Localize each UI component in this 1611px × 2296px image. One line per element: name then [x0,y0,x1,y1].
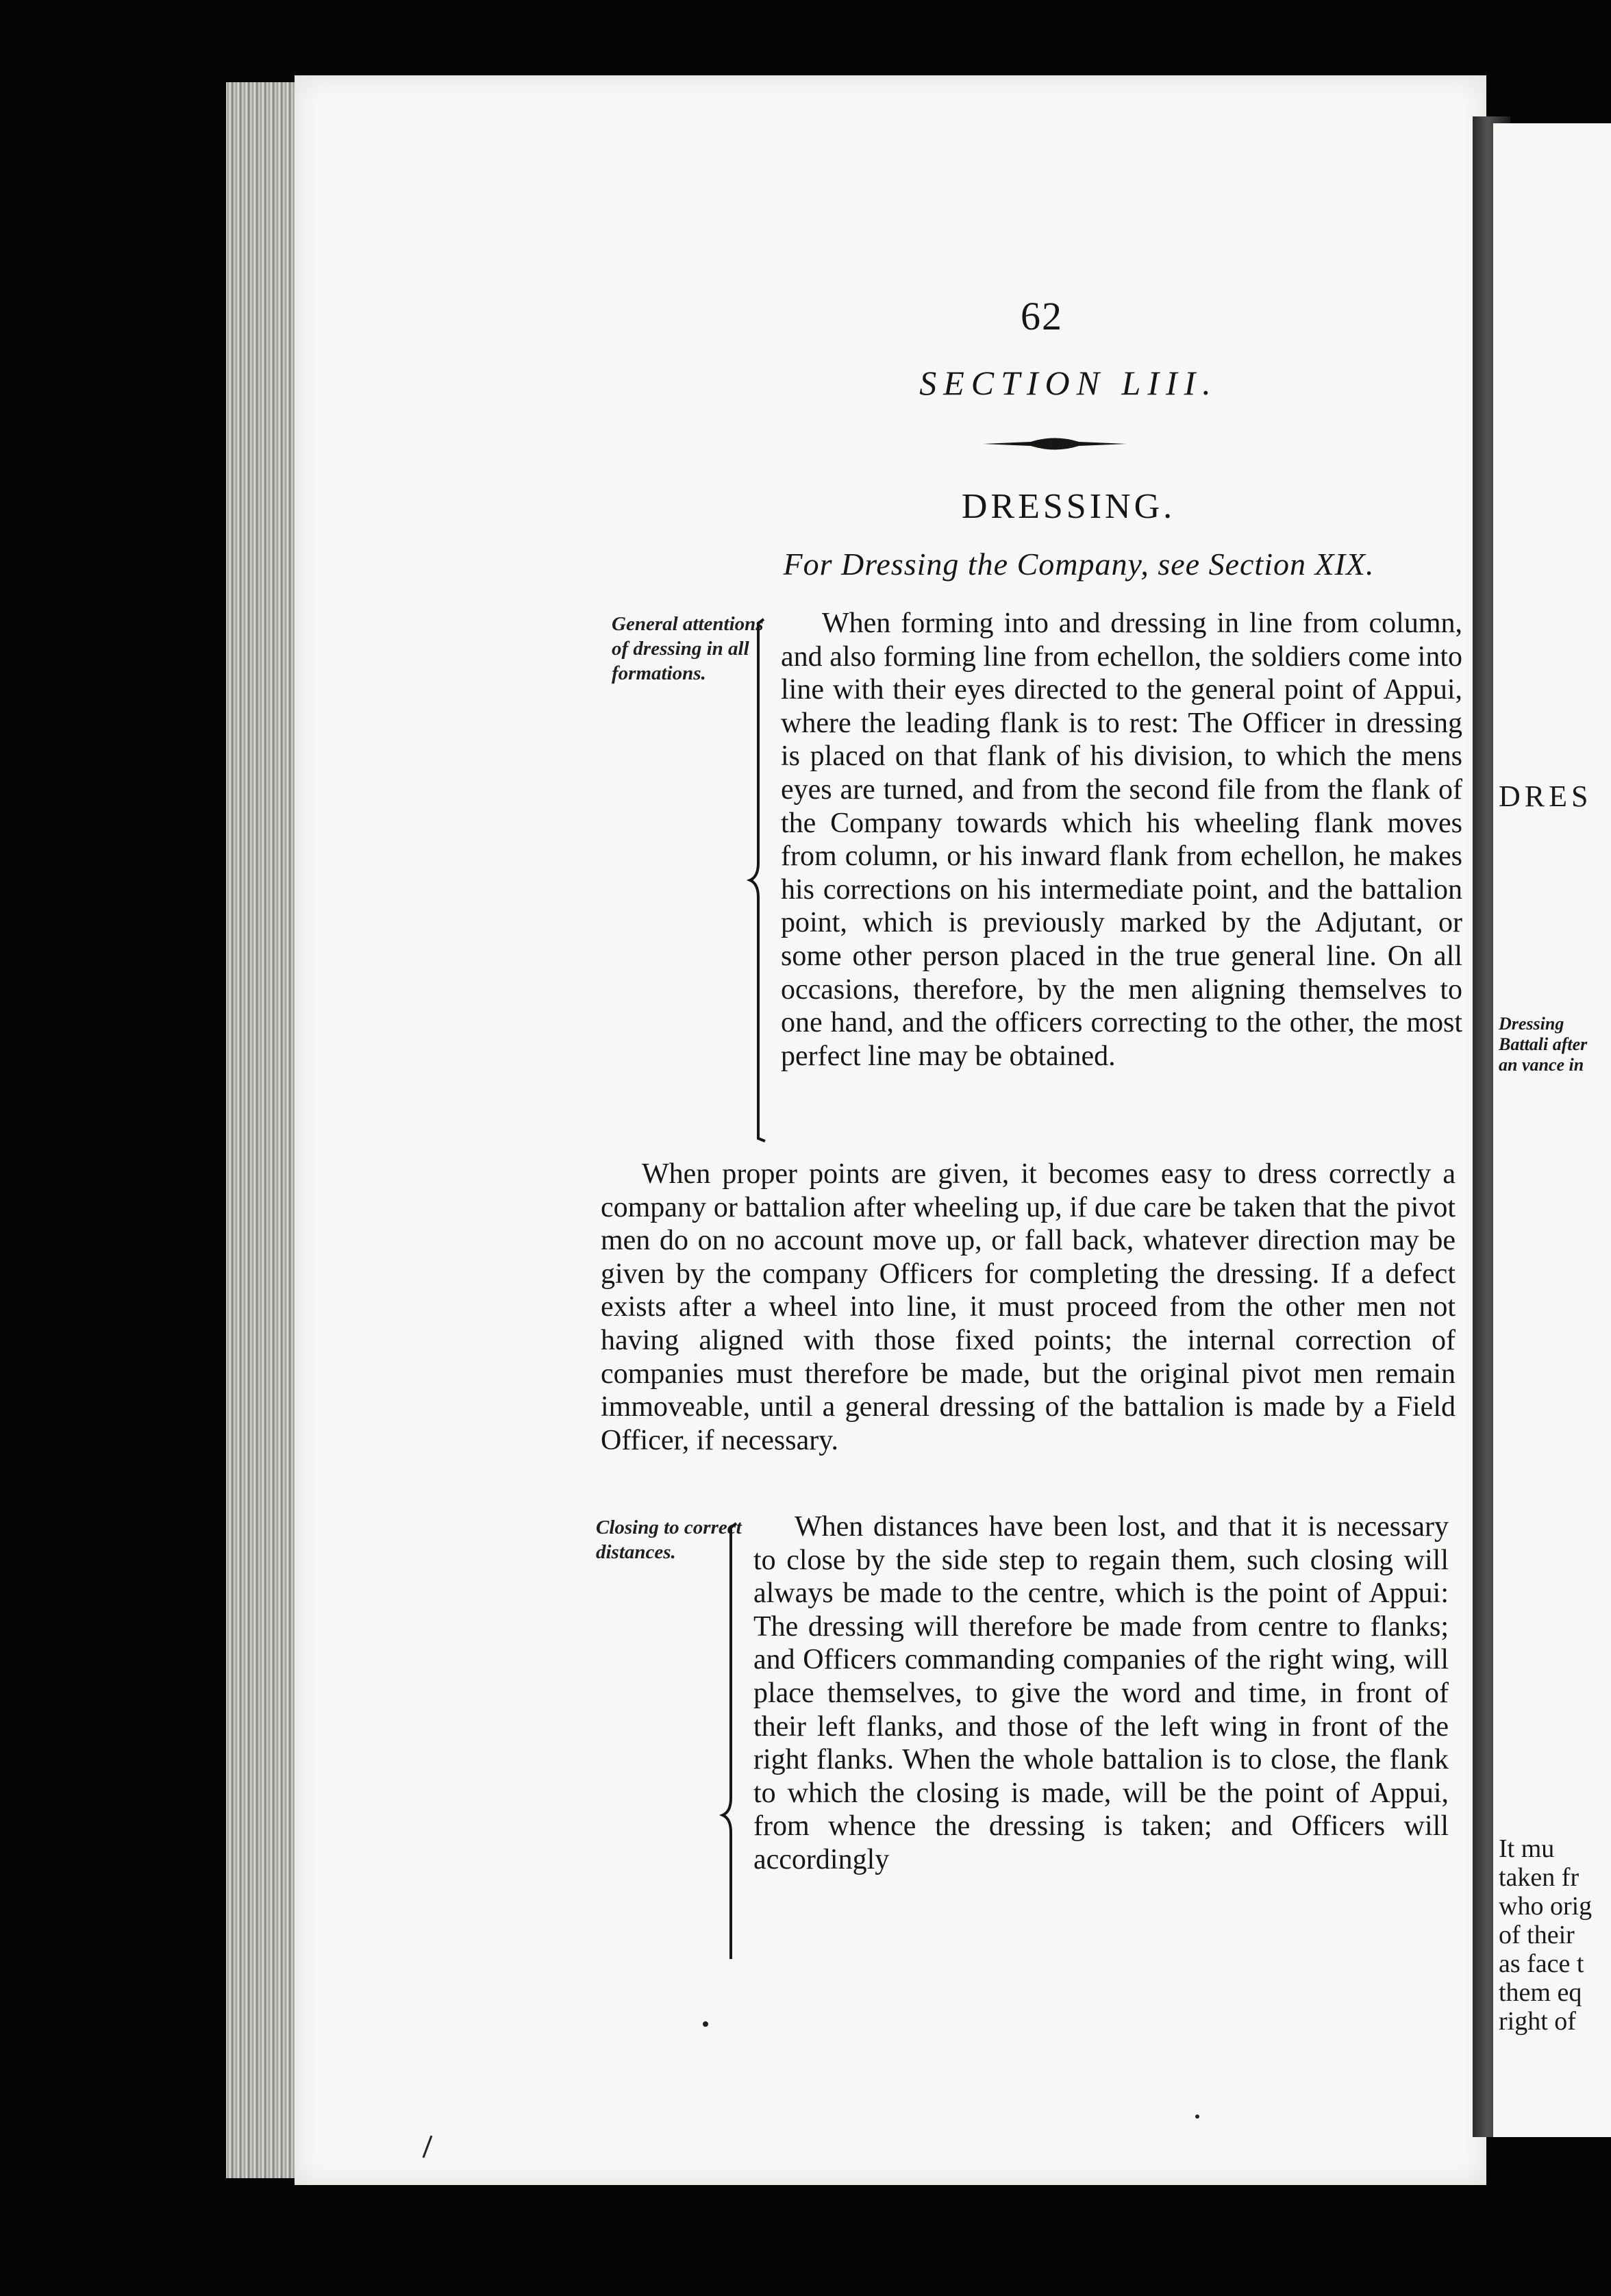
section-title: DRESSING. [961,487,1176,526]
ornamental-rule [983,430,1127,458]
curly-brace [743,616,784,1144]
side-note-closing-distances: Closing to correct distances. [596,1517,742,1563]
cross-reference: For Dressing the Company, see Section XIX. [783,547,1375,582]
paragraph-general-attentions [781,607,1462,1073]
curly-brace [716,1521,757,1962]
facing-line: taken fr [1499,1863,1579,1892]
facing-line: who orig [1499,1892,1593,1921]
facing-line: It mu [1499,1834,1555,1863]
paragraph-proper-points [601,1158,1456,1457]
section-heading: SECTION LIII. [919,364,1218,402]
facing-page-line-fragments [1499,1834,1592,2036]
facing-page-title-fragment: DRES [1499,779,1593,813]
paragraph-text: When distances have been lost, and that it is necessary to close by the side step to regain them, such closing will always be made to the centre, which is the point of Appui: The dressing will therefore be made from centre to flanks; and Officers commanding companies of the right wing, will place themselves, to give the word and time, in front of their left flanks, and those of the left wing in front of the right flanks. When the whole battalion is to close, the flank to which the closing is made, will be the point of Appui, from whence the dressing is taken; and Officers will accordingly [753,1511,1449,1875]
facing-page [1493,123,1611,2137]
paragraph-closing-distances [753,1510,1449,1877]
facing-line: right of [1499,2007,1576,2036]
paragraph-text: When forming into and dressing in line from column, and also forming line from echellon, the soldiers come into line with their eyes directed to the general point of Appui, where the leading flank is to rest: The Officer in dressing is placed on that flank of his division, to which the mens eyes are turned, and from the second file from the flank of the Company towards which his wheeling flank moves from column, or his inward flank from echellon, he makes his corrections on his intermediate point, and the battalion point, which is previously marked by the Adjutant, or some other person placed in the true general line. On all occasions, therefore, by the men aligning themselves to one hand, and the officers correcting to the other, the most perfect line may be obtained. [781,608,1462,1072]
facing-line: as face t [1499,1949,1584,1978]
facing-line: them eq [1499,1978,1582,2007]
page-number: 62 [1021,294,1063,338]
side-note-general-attentions: General attentions of dressing in all formations. [612,613,764,684]
facing-page-side-note-fragment [1499,1014,1601,1075]
paragraph-text: When proper points are given, it becomes easy to dress correctly a company or battalion after wheeling up, if due care be taken that the pivot men do on no account move up, or fall back, whatever direction may be given by the company Officers for completing the dressing. If a defect exists after a wheel into line, it must proceed from the other men not having aligned with those fixed points; the internal correction of companies must therefore be made, but the original pivot men remain immoveable, until a general dressing of the battalion is made by a Field Officer, if necessary. [601,1158,1456,1456]
facing-page-side-note-text: Dressing Battali after an vance in [1499,1014,1588,1075]
facing-line: of their [1499,1921,1575,1949]
